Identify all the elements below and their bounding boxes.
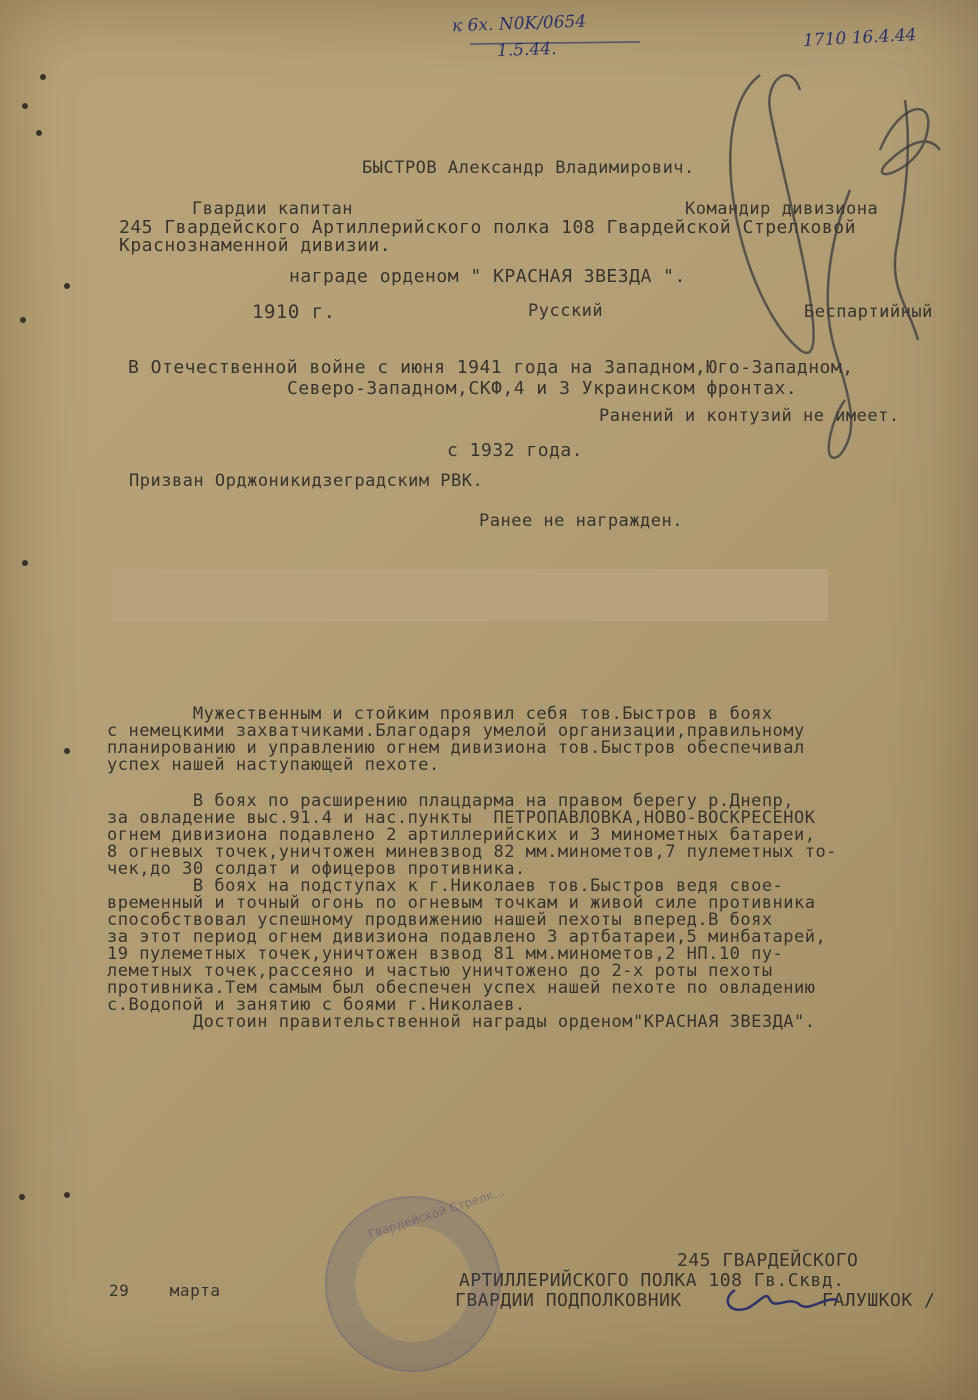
citation-line: чек,до 30 солдат и офицеров противника. bbox=[107, 859, 526, 879]
citation-line: за овладение выс.91.4 и нас.пункты ПЕТРОПАВЛОВКА,НОВО-ВОСКРЕСЕНОК bbox=[107, 808, 816, 828]
signer-title-2: АРТИЛЛЕРИЙСКОГО ПОЛКА 108 Гв.Сквд. bbox=[459, 1270, 845, 1291]
citation-line: способствовал успешному продвижению нашей пехоты вперед.В боях bbox=[107, 910, 773, 930]
pencil-stroke bbox=[880, 109, 940, 174]
citation-line: Мужественным и стойким проявил себя тов.Быстров в боях bbox=[107, 704, 773, 724]
citation-line: с немецкими захватчиками.Благодаря умелой организации,правильному bbox=[107, 721, 805, 741]
nationality: Русский bbox=[528, 301, 604, 321]
signature-date: 29 марта bbox=[109, 1281, 221, 1300]
war-service-2: Северо-Западном,СКФ,4 и 3 Украинском фронтах. bbox=[287, 378, 798, 399]
citation-line: за этот период огнем дивизиона подавлено 3 артбатареи,5 минбатарей, bbox=[107, 927, 827, 947]
citation-line: леметных точек,рассеяно и частью уничтожено до 2-х роты пехоты bbox=[107, 961, 773, 981]
citation-line: В боях на подступах к г.Николаев тов.Быстров ведя свое- bbox=[107, 876, 784, 896]
war-service-1: В Отечественной войне с июня 1941 года на Западном,Юго-Западном, bbox=[128, 357, 854, 378]
citation-line: В боях по расширению плацдарма на правом берегу р.Днепр, bbox=[107, 791, 795, 811]
unit-line-1: 245 Гвардейского Артиллерийского полка 108 Гвардейской Стрелковой bbox=[119, 217, 856, 238]
citation-line: с.Водопой и занятию с боями г.Николаев. bbox=[107, 995, 526, 1015]
drafted-by: Призван Орджоникидзеградским РВК. bbox=[129, 471, 484, 491]
citation-line: огнем дивизиона подавлено 2 артиллерийских и 3 минометных батареи, bbox=[107, 825, 816, 845]
citation-line: противника.Тем самым был обеспечен успех нашей пехоте по овладению bbox=[107, 978, 816, 998]
pencil-stroke bbox=[730, 75, 813, 353]
citation-line: 8 огневых точек,уничтожен миневзвод 82 мм.минометов,7 пулеметных то- bbox=[107, 842, 837, 862]
corner-note: 1710 16.4.44 bbox=[802, 25, 918, 51]
prior-awards: Ранее не награжден. bbox=[479, 511, 683, 531]
citation-line: временный и точный огонь по огневым точкам и живой силе противника bbox=[107, 893, 816, 913]
registry-ref-date: 1.5.44. bbox=[496, 38, 557, 62]
party-membership: Беспартийный bbox=[804, 302, 933, 322]
nominee-rank: Гвардии капитан bbox=[192, 199, 354, 219]
registry-ref-number: к 6х. N0K/0654 bbox=[451, 11, 587, 37]
pen-signature bbox=[728, 1290, 838, 1310]
nominee-position: Командир дивизиона bbox=[685, 199, 879, 219]
citation-line: Достоин правительственной награды орденом"КРАСНАЯ ЗВЕЗДА". bbox=[107, 1012, 816, 1032]
award-line: награде орденом " КРАСНАЯ ЗВЕЗДА ". bbox=[289, 266, 686, 287]
nominee-name: БЫСТРОВ Александр Владимирович. bbox=[362, 158, 695, 178]
pencil-stroke bbox=[895, 100, 918, 340]
pencil-stroke bbox=[470, 42, 640, 44]
signer-title-3: ГВАРДИИ ПОДПОЛКОВНИК bbox=[455, 1290, 682, 1311]
army-since: с 1932 года. bbox=[447, 440, 584, 461]
citation-line: успех нашей наступающей пехоте. bbox=[107, 755, 440, 775]
signer-title-1: 245 ГВАРДЕЙСКОГО bbox=[677, 1250, 859, 1271]
birth-year: 1910 г. bbox=[252, 301, 336, 323]
seal-text: Гвардейской Стрелк... bbox=[366, 1184, 507, 1242]
pencil-stroke bbox=[828, 190, 851, 458]
citation-line: 19 пулеметных точек,уничтожен взвод 81 мм.минометов,2 НП.10 пу- bbox=[107, 944, 784, 964]
signer-surname: ГАЛУШКОК / bbox=[822, 1290, 936, 1311]
citation-line: планированию и управлению огнем дивизиона тов.Быстров обеспечивал bbox=[107, 738, 805, 758]
unit-line-2: Краснознаменной дивизии. bbox=[119, 235, 392, 256]
wounds: Ранений и контузий не имеет. bbox=[599, 406, 900, 426]
